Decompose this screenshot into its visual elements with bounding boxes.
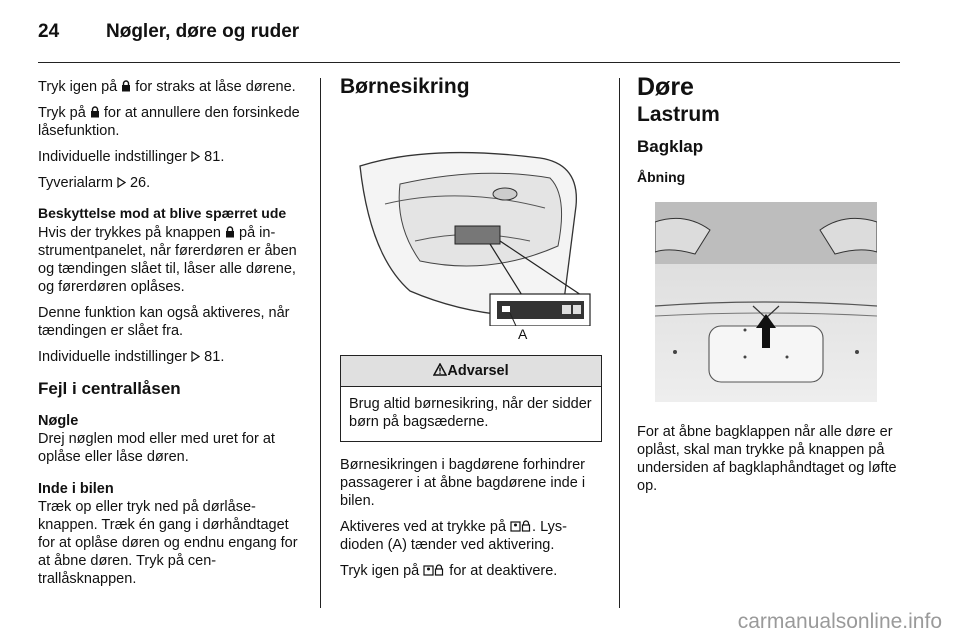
section-title: Fejl i centrallåsen [38, 379, 181, 398]
subsection-title: Inde i bilen [38, 481, 114, 497]
page-number: 24 [38, 21, 60, 42]
child-lock-icon [510, 520, 532, 532]
column-divider [619, 78, 620, 608]
paragraph: Tryk igen på for straks at låse dørene. [38, 79, 296, 95]
cross-reference[interactable]: Individuelle indstillinger 81. [38, 149, 225, 165]
section-title: Børnesikring [340, 75, 470, 98]
lock-icon [225, 226, 235, 238]
column-2 [340, 75, 602, 588]
door-panel-illustration [340, 116, 602, 326]
paragraph: Hvis der trykkes på knappen på instrumentpanelet, når førerdøren er åben og tændingen slået til, låser alle dørene, og førerdøren oplåses. [38, 225, 297, 295]
column-divider [320, 78, 321, 608]
cross-reference[interactable]: Tyverialarm 26. [38, 175, 151, 191]
subsection-title: Bagklap [637, 137, 704, 156]
paragraph: Drej nøglen mod eller med uret for at oplåse eller låse døren. [38, 431, 275, 465]
lock-icon [121, 80, 131, 92]
warning-triangle-icon [433, 363, 447, 376]
page-header [38, 14, 299, 50]
section-title: Lastrum [637, 103, 720, 126]
cross-reference[interactable]: Individuelle indstillinger 81. [38, 349, 225, 365]
reference-arrow-icon [191, 151, 200, 162]
warning-box [340, 355, 602, 442]
lock-icon [90, 106, 100, 118]
tailgate-illustration [655, 202, 877, 402]
column-3 [637, 73, 905, 503]
subsection-title: Nøgle [38, 413, 79, 429]
warning-title: Advarsel [341, 356, 601, 387]
paragraph: Børnesikringen i bagdørene forhindrer passagerer i at åbne bagdørene inde i bilen. [340, 457, 586, 509]
header-rule [38, 62, 900, 63]
figure-label: A [518, 326, 528, 342]
subsection-title: Beskyttelse mod at blive spærret ude [38, 205, 287, 221]
chapter-title: Nøgler, døre og ruder [106, 21, 300, 42]
child-lock-icon [423, 564, 445, 576]
paragraph: For at åbne bagklappen når alle døre er oplåst, skal man trykke på knappen på undersiden af bagklaphåndtaget og løfte op. [637, 424, 897, 494]
paragraph: Tryk på for at annullere den forsinkede låsefunktion. [38, 105, 300, 139]
paragraph: Træk op eller tryk ned på dørlåseknappen. Træk én gang i dørhåndtaget for at oplåse døren og endnu engang for at åbne døren. Tryk på centrallåsknappen. [38, 499, 298, 587]
paragraph: Aktiveres ved at trykke på . Lysdioden (A) tænder ved aktivering. [340, 519, 567, 553]
subsubsection-title: Åbning [637, 169, 686, 185]
warning-text: Brug altid børnesikring, når der sidder børn på bagsæderne. [349, 396, 592, 430]
reference-arrow-icon [117, 177, 126, 188]
reference-arrow-icon [191, 351, 200, 362]
paragraph: Denne funktion kan også aktiveres, når tændingen er slået fra. [38, 305, 290, 339]
chapter-heading: Døre [637, 73, 694, 101]
column-1 [38, 78, 304, 596]
watermark: carmanualsonline.info [737, 610, 942, 633]
paragraph: Tryk igen på for at deaktivere. [340, 563, 558, 579]
